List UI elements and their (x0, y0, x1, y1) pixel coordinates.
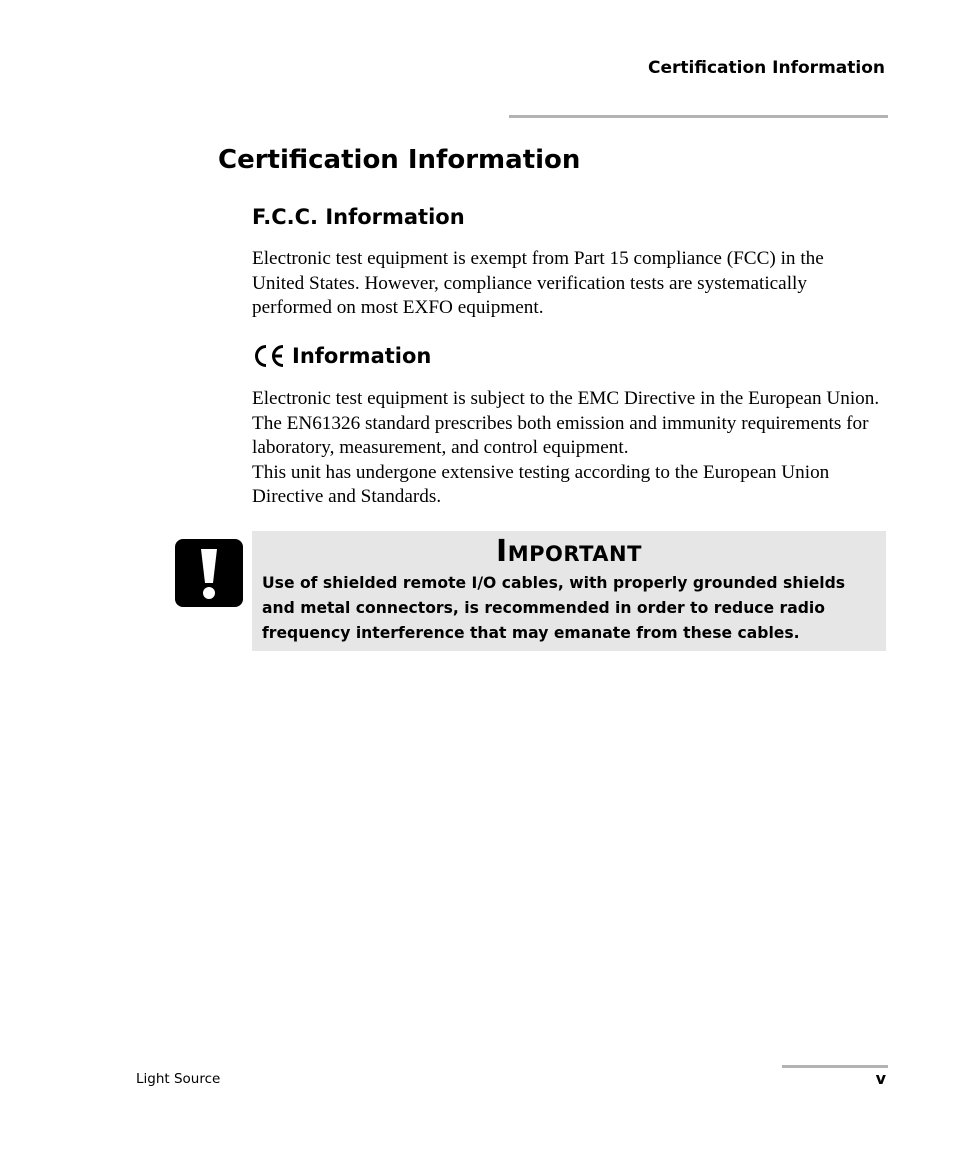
ce-body-paragraph-1: Electronic test equipment is subject to the EMC Directive in the European Union. The EN61326 standard prescribes both emission and immunity requirements for laboratory, measurement, and control equipment. (252, 388, 880, 459)
ce-section-title-text: Information (292, 344, 432, 368)
page-title: Certification Information (218, 145, 581, 175)
footer-rule (782, 1065, 888, 1068)
footer-document-title: Light Source (136, 1071, 221, 1087)
header-rule (509, 115, 888, 118)
ce-section-title (252, 343, 431, 369)
important-text: Use of shielded remote I/O cables, with properly grounded shields and metal connectors, is recommended in order to reduce radio frequency interference that may emanate from these cables. (262, 574, 846, 642)
important-title: Important (496, 534, 642, 569)
running-header: Certification Information (648, 58, 885, 78)
fcc-section-title: F.C.C. Information (252, 205, 465, 229)
fcc-section-body: Electronic test equipment is exempt from Part 15 compliance (FCC) in the United States. However, compliance verification tests are systematically performed on most EXFO equipment. (252, 248, 824, 319)
ce-section-body (252, 387, 892, 510)
exclamation-icon (175, 539, 243, 607)
ce-mark-icon (252, 343, 286, 369)
important-notice-box (252, 531, 886, 651)
ce-body-paragraph-2: This unit has undergone extensive testing according to the European Union Directive and Standards. (252, 461, 830, 508)
footer-page-number: v (875, 1069, 886, 1088)
